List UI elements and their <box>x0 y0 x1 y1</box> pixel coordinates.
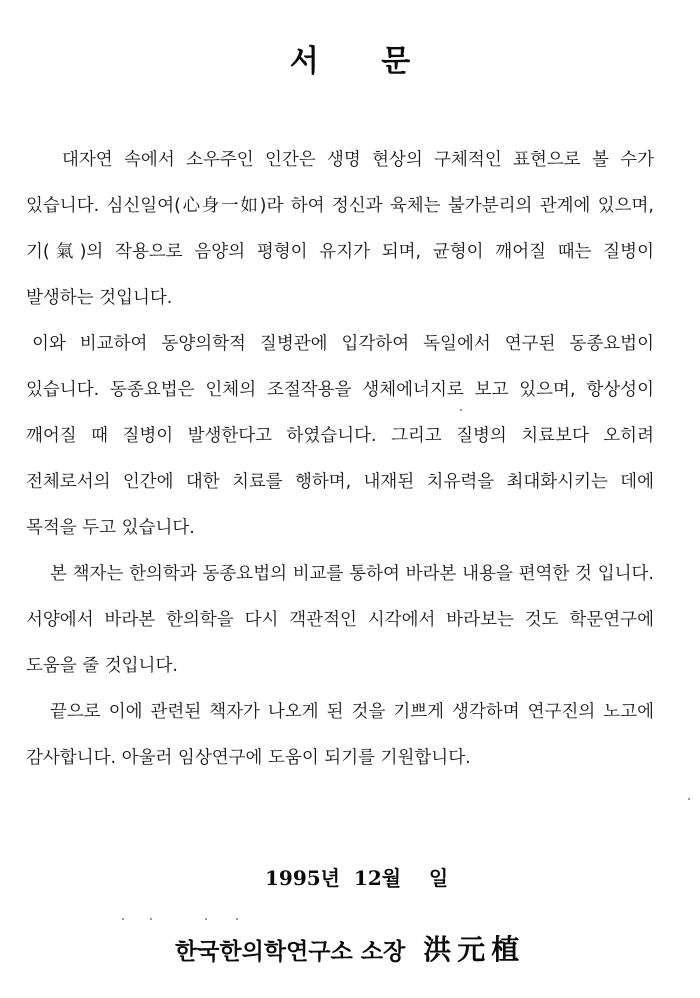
preface-body <box>26 137 654 781</box>
scan-speck <box>150 918 152 920</box>
page-title: 서 문 <box>289 44 437 79</box>
date-line: 1995년 12월 일 <box>265 866 449 890</box>
scan-speck <box>688 798 690 800</box>
paragraph-2: 이와 비교하여 동양의학적 질병관에 입각하여 독일에서 연구된 동종요법이 있습니다. 동종요법은 인체의 조절작용을 생체에너지로 보고 있으며, 항상성이 깨어질 때 질병이 발생한다고 하였습니다. 그리고 질병의 치료보다 오히려 전체로서의 인간에 대한 치료를 행하며, 내재된 치유력을 최대화시키는 데에 목적을 두고 있습니다. <box>26 334 654 538</box>
signature-line <box>175 928 525 968</box>
paragraph-1: 대자연 속에서 소우주인 인간은 생명 현상의 구체적인 표현으로 볼 수가 있습니다. 심신일여(心身一如)라 하여 정신과 육체는 불가분리의 관계에 있으며, 기(氣)의 작용으로 음양의 평형이 유지가 되며, 균형이 깨어질 때는 질병이 발생하는 것입니다. <box>26 150 654 308</box>
signature-org-title: 한국한의학연구소 소장 <box>175 939 406 965</box>
signature-name: 洪元植 <box>423 933 526 966</box>
scan-speck <box>460 409 462 411</box>
paragraph-4: 끝으로 이에 관련된 책자가 나오게 된 것을 기쁘게 생각하며 연구진의 노고에 감사합니다. 아울러 임상연구에 도움이 되기를 기원합니다. <box>26 702 654 768</box>
scan-speck <box>122 918 124 920</box>
paragraph-3: 본 책자는 한의학과 동종요법의 비교를 통하여 바라본 내용을 편역한 것 입니다. 서양에서 바라본 한의학을 다시 객관적인 시각에서 바라보는 것도 학문연구에 도움을 줄 것입니다. <box>26 564 654 676</box>
scan-speck <box>236 918 238 920</box>
scan-speck <box>205 918 207 920</box>
